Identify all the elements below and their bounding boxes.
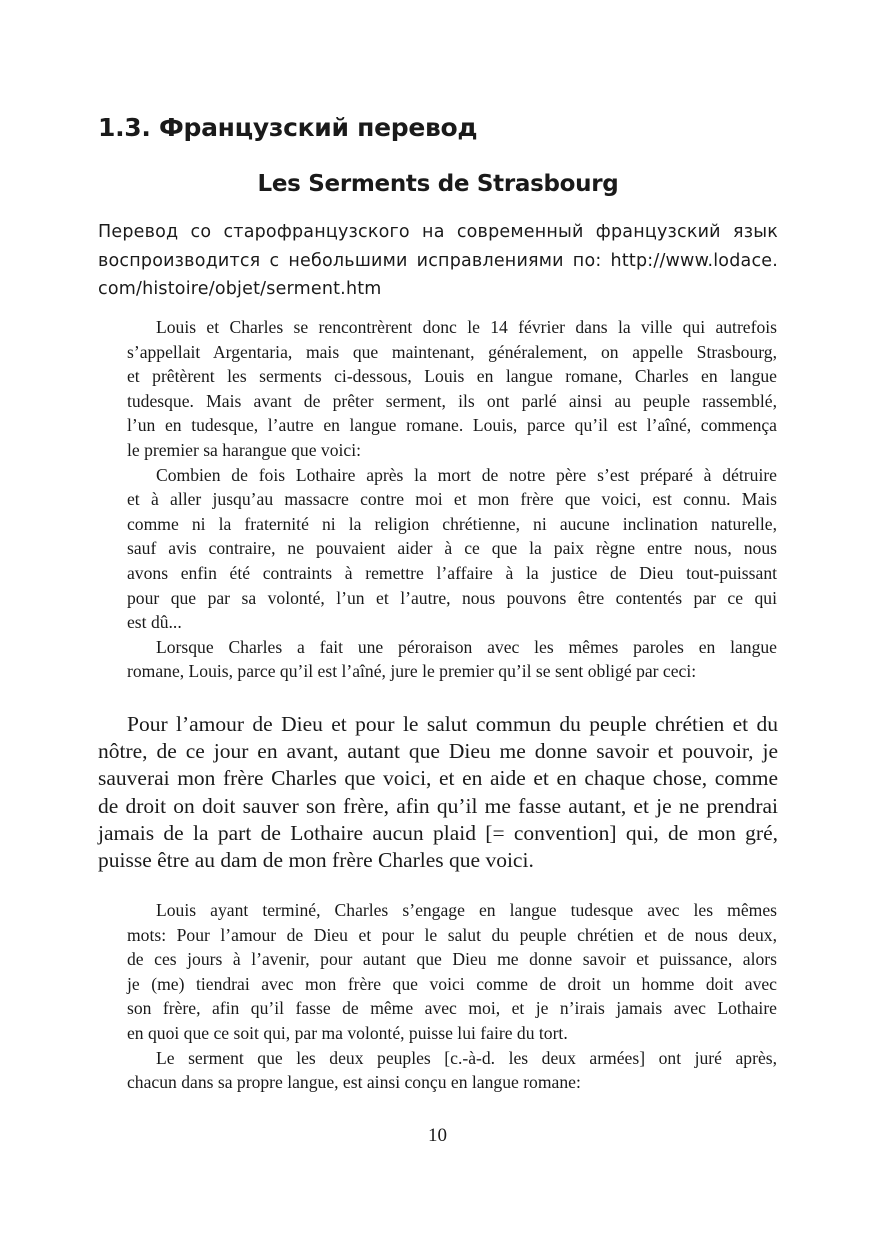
text-line: je (me) tiendrai avec mon frère que voici comme de droit un homme doit avec bbox=[127, 973, 777, 994]
text-line: Combien de fois Lothaire après la mort de notre père s’est préparé à détruire bbox=[156, 464, 777, 485]
intro-line: воспроизводится с небольшими исправлениями по: http://www.lodace. bbox=[98, 250, 778, 271]
excerpt-paragraph bbox=[127, 898, 777, 1046]
text-line: Le serment que les deux peuples [c.-à-d. les deux armées] ont juré après, bbox=[156, 1047, 777, 1068]
translation-source-note bbox=[98, 218, 778, 304]
oath-line: de droit on doit sauver son frère, afin qu’il me fasse autant, et je ne prendrai bbox=[98, 793, 778, 818]
text-line: en quoi que ce soit qui, par ma volonté, puisse lui faire du tort. bbox=[127, 1022, 568, 1043]
intro-line: com/histoire/objet/serment.htm bbox=[98, 279, 382, 299]
intro-line: Перевод со старофранцузского на современный французский язык bbox=[98, 222, 778, 242]
text-line: mots: Pour l’amour de Dieu et pour le salut du peuple chrétien et de nous deux, bbox=[127, 924, 777, 945]
text-line: Louis et Charles se rencontrèrent donc le 14 février dans la ville qui autrefois bbox=[156, 317, 777, 337]
text-line: romane, Louis, parce qu’il est l’aîné, jure le premier qu’il se sent obligé par ceci: bbox=[127, 661, 697, 682]
text-line: de ces jours à l’avenir, pour autant que Dieu me donne savoir et puissance, alors bbox=[127, 949, 777, 970]
text-line: s’appellait Argentaria, mais que maintenant, généralement, on appelle Strasbourg, bbox=[127, 341, 777, 362]
text-line: le premier sa harangue que voici: bbox=[127, 439, 361, 460]
section-title: 1.3. Французский перевод bbox=[98, 113, 478, 142]
excerpt-paragraph bbox=[127, 315, 777, 463]
text-line: comme ni la fraternité ni la religion chrétienne, ni aucune inclination naturelle, bbox=[127, 513, 777, 534]
excerpt-paragraph bbox=[127, 635, 777, 684]
text-line: est dû... bbox=[127, 612, 182, 633]
text-line: sauf avis contraire, ne pouvaient aider à ce que la paix règne entre nous, nous bbox=[127, 538, 777, 559]
text-line: et prêtèrent les serments ci-dessous, Louis en langue romane, Charles en langue bbox=[127, 366, 777, 387]
oath-line: Pour l’amour de Dieu et pour le salut commun du peuple chrétien et du bbox=[127, 712, 778, 736]
chronicle-excerpt-2 bbox=[127, 898, 777, 1095]
oath-line: jamais de la part de Lothaire aucun plaid [= convention] qui, de mon gré, bbox=[98, 820, 778, 845]
text-line: tudesque. Mais avant de prêter serment, ils ont parlé ainsi au peuple rassemblé, bbox=[127, 390, 777, 411]
oath-line: nôtre, de ce jour en avant, autant que Dieu me donne savoir et pouvoir, je bbox=[98, 739, 778, 764]
text-line: et à aller jusqu’au massacre contre moi et mon frère que voici, est connu. Mais bbox=[127, 489, 777, 510]
oath-line: puisse être au dam de mon frère Charles que voici. bbox=[98, 848, 534, 873]
text-line: Louis ayant terminé, Charles s’engage en langue tudesque avec les mêmes bbox=[156, 900, 777, 920]
text-line: l’un en tudesque, l’autre en langue romane. Louis, parce qu’il est l’aîné, commença bbox=[127, 415, 777, 436]
page-number: 10 bbox=[428, 1125, 447, 1146]
text-line: pour que par sa volonté, l’un et l’autre, nous pouvons être contentés par ce qui bbox=[127, 587, 777, 608]
excerpt-paragraph bbox=[127, 463, 777, 635]
text-line: son frère, afin qu’il fasse de même avec moi, et je n’irais jamais avec Lothaire bbox=[127, 998, 777, 1019]
document-title: Les Serments de Strasbourg bbox=[257, 171, 619, 197]
louis-oath-text bbox=[98, 711, 778, 874]
text-line: chacun dans sa propre langue, est ainsi conçu en langue romane: bbox=[127, 1072, 581, 1093]
text-line: avons enfin été contraints à remettre l’affaire à la justice de Dieu tout-puissant bbox=[127, 562, 777, 583]
chronicle-excerpt-1 bbox=[127, 315, 777, 684]
excerpt-paragraph bbox=[127, 1046, 777, 1095]
text-line: Lorsque Charles a fait une péroraison avec les mêmes paroles en langue bbox=[156, 636, 777, 657]
oath-line: sauverai mon frère Charles que voici, et en aide et en chaque chose, comme bbox=[98, 766, 778, 791]
